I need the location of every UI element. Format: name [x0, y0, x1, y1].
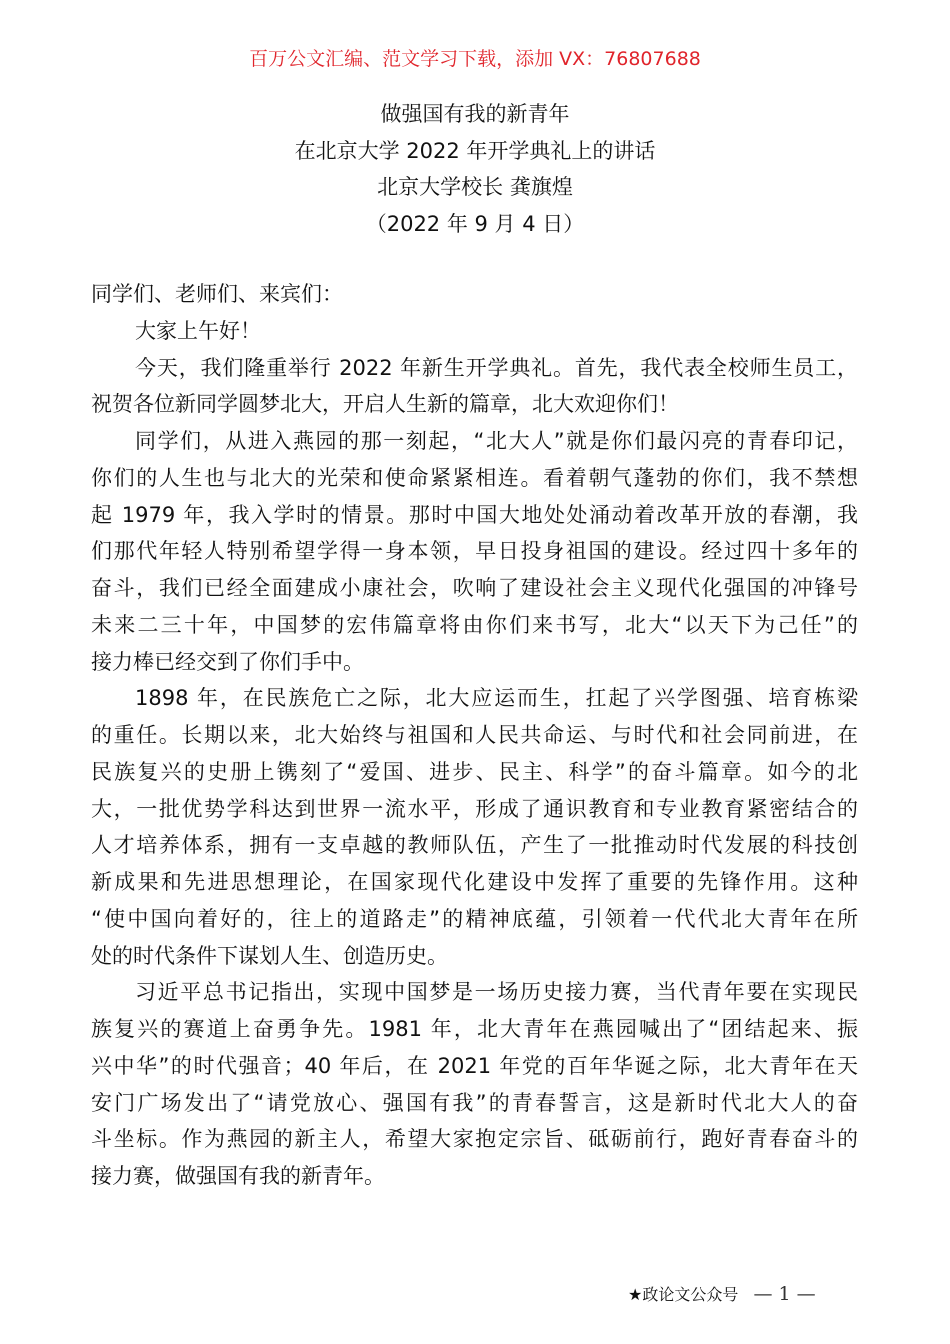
main-title: 做强国有我的新青年 — [380, 102, 570, 126]
paragraph-line: 接力棒已经交到了你们手中。 — [91, 649, 364, 674]
title-block — [0, 96, 950, 243]
paragraph-line: 祝贺各位新同学圆梦北大，开启人生新的篇章，北大欢迎你们！ — [91, 392, 679, 417]
paragraph — [91, 350, 858, 424]
paragraph-line: 们那代年轻人特别希望学得一身本领，早日投身祖国的建设。经过四十多年的 — [91, 539, 858, 564]
greeting: 同学们、老师们、来宾们： — [91, 282, 343, 306]
paragraph-line: 新成果和先进思想理论，在国家现代化建设中发挥了重要的先锋作用。这种 — [91, 870, 858, 894]
speaker: 北京大学校长 龚旗煌 — [377, 175, 573, 200]
paragraph-line: “使中国向着好的，往上的道路走”的精神底蕴，引领着一代代北大青年在所 — [91, 906, 858, 931]
watermark-banner: 百万公文汇编、范文学习下载，添加 VX：76807688 — [249, 48, 701, 70]
date: （2022 年 9 月 4 日） — [365, 212, 585, 237]
paragraph-line: 习近平总书记指出，实现中国梦是一场历史接力赛，当代青年要在实现民 — [135, 980, 858, 1005]
paragraph-line: 1898 年，在民族危亡之际，北大应运而生，扛起了兴学图强、培育栋梁 — [135, 686, 858, 711]
paragraph-line: 的重任。长期以来，北大始终与祖国和人民共命运、与时代和社会同前进，在 — [91, 723, 858, 747]
paragraph — [91, 313, 858, 350]
paragraph-line: 起 1979 年，我入学时的情景。那时中国大地处处涌动着改革开放的春潮，我 — [91, 502, 858, 527]
paragraph-line: 未来二三十年，中国梦的宏伟篇章将由你们来书写，北大“以天下为己任”的 — [91, 612, 858, 637]
paragraph-line: 大，一批优势学科达到世界一流水平，形成了通识教育和专业教育紧密结合的 — [91, 796, 858, 821]
paragraph-line: 今天，我们隆重举行 2022 年新生开学典礼。首先，我代表全校师生员工， — [135, 355, 858, 380]
paragraph-line: 你们的人生也与北大的光荣和使命紧紧相连。看着朝气蓬勃的你们，我不禁想 — [91, 465, 858, 490]
paragraph-line: 人才培养体系，拥有一支卓越的教师队伍，产生了一批推动时代发展的科技创 — [91, 833, 858, 858]
paragraph-line: 民族复兴的史册上镌刻了“爱国、进步、民主、科学”的奋斗篇章。如今的北 — [91, 759, 858, 784]
paragraph — [91, 680, 858, 974]
paragraph-line: 大家上午好！ — [135, 318, 261, 343]
paragraph-line: 兴中华”的时代强音；40 年后，在 2021 年党的百年华诞之际，北大青年在天 — [91, 1053, 858, 1078]
paragraph-line: 接力赛，做强国有我的新青年。 — [91, 1164, 385, 1188]
page-footer — [628, 1282, 816, 1307]
paragraph-line: 奋斗，我们已经全面建成小康社会，吹响了建设社会主义现代化强国的冲锋号 — [91, 576, 858, 600]
paragraph — [91, 974, 858, 1195]
paragraph — [91, 423, 858, 680]
paragraph-line: 同学们，从进入燕园的那一刻起，“北大人”就是你们最闪亮的青春印记， — [135, 429, 858, 453]
paragraph-line: 斗坐标。作为燕园的新主人，希望大家抱定宗旨、砥砺前行，跑好青春奋斗的 — [91, 1127, 858, 1152]
paragraph-line: 族复兴的赛道上奋勇争先。1981 年，北大青年在燕园喊出了“团结起来、振 — [91, 1017, 858, 1041]
paragraph-line: 安门广场发出了“请党放心、强国有我”的青春誓言，这是新时代北大人的奋 — [91, 1090, 858, 1115]
speech-body — [91, 276, 858, 1195]
paragraph-line: 处的时代条件下谋划人生、创造历史。 — [91, 943, 448, 968]
page-number: — 1 — — [753, 1283, 816, 1305]
subtitle: 在北京大学 2022 年开学典礼上的讲话 — [294, 138, 656, 163]
footer-source: ★政论文公众号 — [628, 1285, 739, 1304]
